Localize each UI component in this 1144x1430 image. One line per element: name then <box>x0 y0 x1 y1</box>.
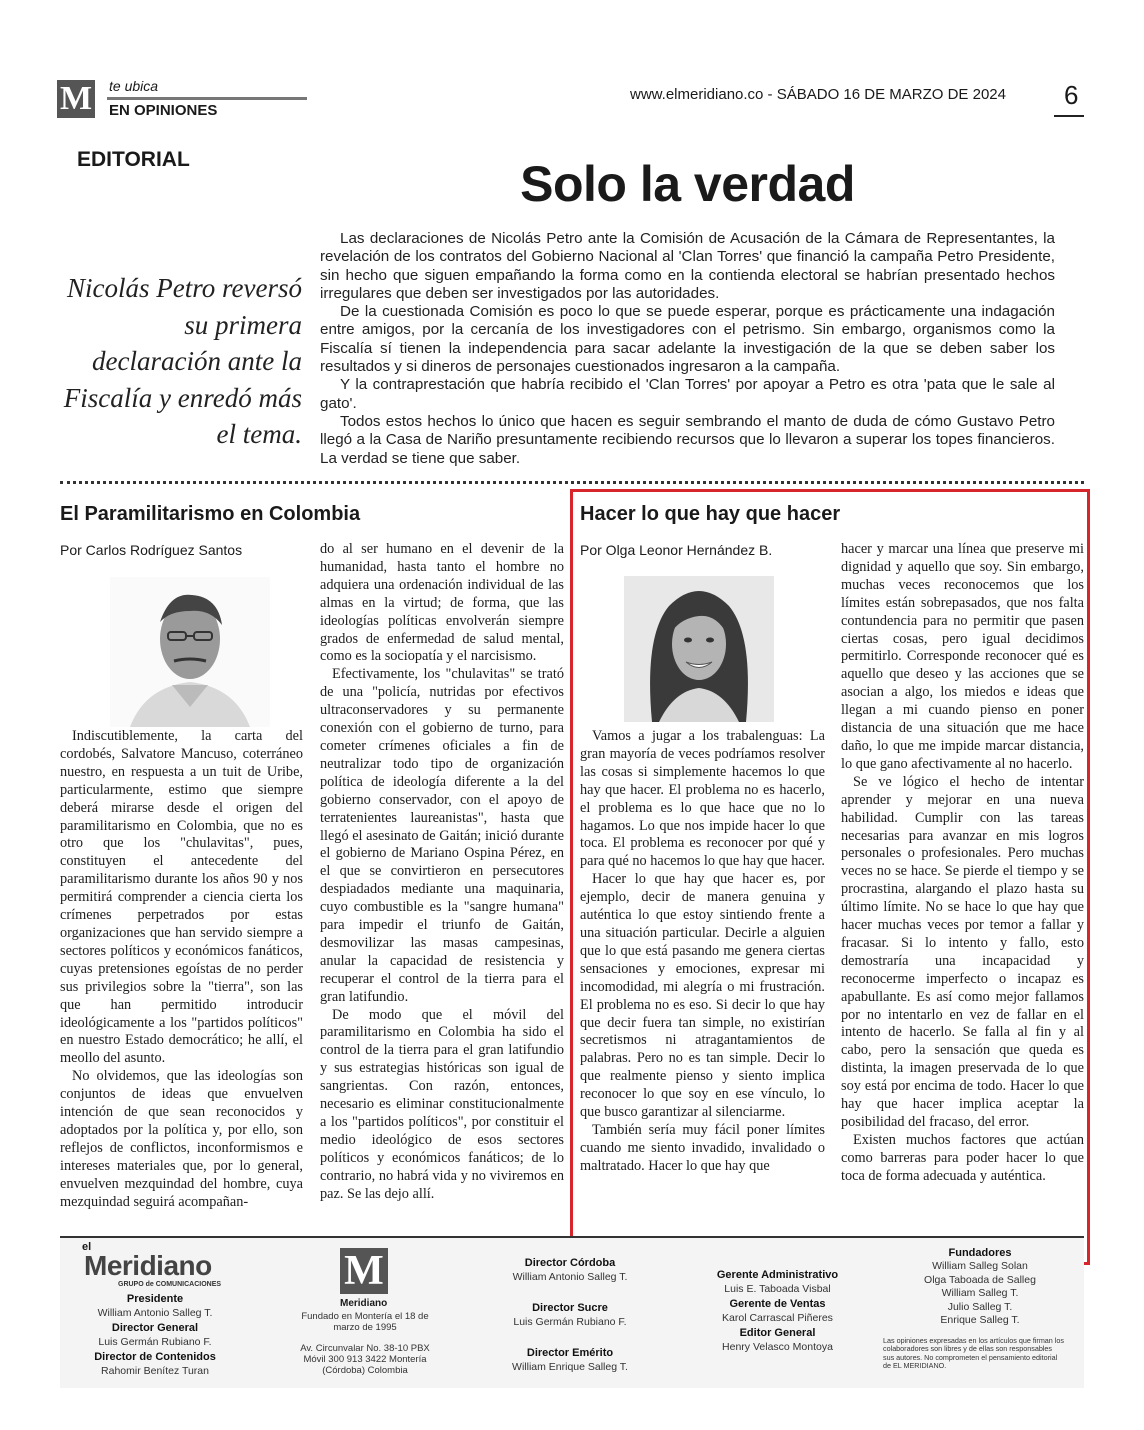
founders-title: Fundadores <box>948 1247 1012 1259</box>
staff-name: William Antonio Salleg T. <box>512 1271 628 1284</box>
staff-name: Rahomir Benítez Turan <box>101 1365 209 1378</box>
editorial-body <box>320 230 1055 468</box>
column-byline-rodriguez: Por Carlos Rodríguez Santos <box>60 542 243 558</box>
section-label: EDITORIAL <box>77 148 190 171</box>
editorial-pullquote: Nicolás Petro reversó su primera declaración ante la Fiscalía y enredó más el tema. <box>63 273 302 449</box>
column-byline-hernandez: Por Olga Leonor Hernández B. <box>580 542 773 558</box>
article-paragraph: do al ser humano en el devenir de la humanidad, hasta tanto el hombre no adquiera una ordenación individual de las almas en la virtud; de forma, que las ideologías políticas envolverán siempre grados de enfermedad de salud mental, como es la sociopatía y el narcisismo. <box>320 541 564 665</box>
staff-role: Editor General <box>739 1326 816 1339</box>
staff-name: Karol Carrascal Piñeres <box>722 1312 833 1325</box>
article-paragraph: No olvidemos, que las ideologías son conjuntos de ideas que envuelven intención de que sean reconocidos y adoptados por la política y, por ello, son reflejos de conflictos, inconformismos e intereses materiales que, por lo general, envuelven mezquindad del hombre, cuya mezquindad seguirá acompañan- <box>60 1068 303 1210</box>
date-line: www.elmeridiano.co - SÁBADO 16 DE MARZO DE 2024 <box>630 86 1006 103</box>
staff-role: Presidente <box>126 1293 184 1305</box>
staff-role: Director de Contenidos <box>94 1350 216 1363</box>
brand-subtitle: GRUPO de COMUNICACIONES <box>118 1281 222 1288</box>
footer-staff-left <box>65 1292 245 1378</box>
article-paragraph: Se ve lógico el hecho de intentar aprender y mejorar en una nueva habilidad. Cumplir con las tareas necesarias para avanzar en mis logros personales o profesionales. Pero muchas veces no se hace. Se pierde el tiempo y se procrastina, alargando el plazo hasta su último límite. No se hace lo que hay que hacer muchas veces por temor a fallar y fracasar. Si lo intento y fallo, esto demostraría una incapacidad y reconocerme imperfecto o incapaz es apabullante. Es así como mejor fallamos por no intentarlo en vez de fallar en el intento de hacerlo. Se falla al fin y al cabo, pero la sensación que queda es distinta, la imagen preservada de lo que soy está por encima de todo. Hacer lo que hay que hacer implica aceptar la posibilidad del fracaso, del error. <box>841 773 1084 1130</box>
editorial-paragraph: Y la contraprestación que habría recibido el 'Clan Torres' por apoyar a Petro es otra 'pata que le sale al gato'. <box>320 376 1055 412</box>
article-paragraph: Vamos a jugar a los trabalenguas: La gran mayoría de veces podríamos resolver las cosas si simplemente hacemos lo que hay que hacer. El problema no es hacerlo, el problema es lo que hace que no lo hagamos. Lo que nos impide hacer lo que toca. El problema es reconocer por qué y para qué no hacemos lo que hay que hacer. <box>580 728 825 870</box>
staff-role: Director General <box>111 1321 199 1334</box>
editorial-paragraph: Las declaraciones de Nicolás Petro ante la Comisión de Acusación de la Cámara de Representantes, la revelación de los contratos del Gobierno Nacional al 'Clan Torres' que financió la campaña Petro Presidente, sin hecho que siguen empañando la forma como en la contienda electoral se habrían presentado hechos irregulares que deben ser investigados por las autoridades. <box>320 230 1055 302</box>
footer-staff-center <box>490 1256 650 1374</box>
author-photo-rodriguez <box>110 577 270 727</box>
staff-role: Director Sucre <box>532 1301 608 1314</box>
staff-role: Gerente Administrativo <box>716 1269 839 1281</box>
section-tagline: EN OPINIONES <box>109 102 218 119</box>
address-line: Av. Circunvalar No. 38-10 PBX Móvil 300 913 3422 Montería (Córdoba) Colombia <box>300 1343 430 1376</box>
founder-name: Enrique Salleg T. <box>940 1314 1020 1327</box>
editorial-paragraph: Todos estos hechos lo único que hacen es seguir sembrando el manto de duda de cómo Gustavo Petro llegó a la Casa de Nariño presuntamente recibiendo recursos que lo llevaron a superar los topes financieros. La verdad se tiene que saber. <box>320 412 1055 467</box>
brand-logo: Meridiano <box>84 1250 212 1281</box>
footer-disclaimer: Las opiniones expresadas en los artículos que firman los colaboradores son libres y de ellas son responsables sus autores. No comprometen el pensamiento editorial de EL MERIDIANO. <box>883 1336 1064 1371</box>
founder-name: William Salleg Solan <box>932 1260 1028 1273</box>
footer-logo: M <box>340 1248 388 1294</box>
staff-role: Gerente de Ventas <box>729 1297 826 1310</box>
column1-text-left <box>60 728 303 1211</box>
section-divider <box>60 481 1084 484</box>
article-paragraph: De modo que el móvil del paramilitarismo en Colombia ha sido el control de la tierra para el gran latifundio y sus estrategias históricas son igual de sangrientas. Con razón, entonces, necesario es eliminar constitucionalmente a los "partidos políticos", por constituir el medio ideológico de esos sectores políticos y económicos fanáticos; de lo contrario, no habrá vida y no viviremos en paz. Se las dejo allí. <box>320 1006 564 1202</box>
brand-el: el <box>82 1241 92 1253</box>
column-title-hacer: Hacer lo que hay que hacer <box>580 503 841 525</box>
editorial-paragraph: De la cuestionada Comisión es poco lo que se puede esperar, porque es prácticamente una indagación entre amigos, por la cercanía de los investigadores con el petrismo. Sin embargo, organismos como la Fiscalía sí tienen la independencia para sacar adelante la investigación de la que se deben saber los resultados y si dineros de personajes cuestionados ingresaron a la campaña. <box>320 303 1055 376</box>
article-paragraph: Efectivamente, los "chulavitas" se trató de una "policía, nutridas por efectivos ultraconservadores y su permanente conexión con el gobierno de turno, para cometer crímenes oficiales a fin de neutralizar todo tipo de organización política de ideología diferente a la del gobierno conservador, con el apoyo de terratenientes laureanistas", hasta que llegó el asesinato de Gaitán; inició durante el gobierno de Mariano Ospina Pérez, en el que se convirtieron en persecutores despiadados mediante una maquinaria, cuyo combustible es la "sangre humana" para impedir el triunfo de Gaitán, desmovilizar las masas campesinas, anular la capacidad de resistencia y recuperar el control de la tierra para el gran latifundio. <box>320 666 564 1005</box>
article-paragraph: hacer y marcar una línea que preserve mi dignidad y aquello que soy. Sin embargo, muchas veces reconocemos que los límites están sobrepasados, que nos falta contundencia para no permitir que pasen ciertas cosas, pero igual decidimos permitirlo. Corresponde reconocer qué es aquello que deseo y las acciones que se asocian a algo, los miedos e ideas que llegan a mi cuando pienso en poner distancia de una situación que me hace daño, lo que me impide marcar distancia, lo que gano afectivamente al no hacerlo. <box>841 541 1084 772</box>
article-paragraph: También sería muy fácil poner límites cuando me siento invadido, invalidado o maltratado. Hacer lo que hay que <box>580 1121 825 1174</box>
column1-text-right <box>320 541 564 1204</box>
staff-name: Luis E. Taboada Visbal <box>724 1283 831 1296</box>
highlight-box <box>570 489 1090 1265</box>
staff-role: Director Córdoba <box>524 1257 616 1269</box>
page-number: 6 <box>1064 80 1079 110</box>
article-paragraph: Existen muchos factores que actúan como barreras para poder hacer lo que toca de forma adecuada y auténtica. <box>841 1131 1084 1184</box>
article-paragraph: Hacer lo que hay que hacer es, por ejemplo, decir de manera genuina y auténtica lo que estoy sintiendo frente a una situación particular. Decirle a alguien que lo que está pasando me genera ciertas sensaciones y emociones, expresar mi incomodidad, mi alegría o mi frustración. El problema no es eso. Si decir lo que hay que decir fuera tan simple, no existirían secretismos ni atragantamientos de palabras. Pero no es tan simple. Decir lo que realmente pienso y siento implica reconocer lo que soy en ese vínculo, lo que busco garantizar al silenciarme. <box>580 871 825 1121</box>
tagline-rule <box>107 97 307 100</box>
staff-name: William Enrique Salleg T. <box>512 1361 628 1374</box>
column-title-paramilitarismo: El Paramilitarismo en Colombia <box>60 503 361 525</box>
staff-name: Luis Germán Rubiano F. <box>98 1336 212 1349</box>
staff-role: Director Emérito <box>526 1346 614 1359</box>
section-tagline-small: te ubica <box>109 78 159 94</box>
staff-name: Luis Germán Rubiano F. <box>513 1316 627 1329</box>
staff-name: Henry Velasco Montoya <box>722 1341 833 1354</box>
newspaper-logo: M <box>57 80 95 118</box>
page-number-rule <box>1054 115 1084 117</box>
staff-name: William Antonio Salleg T. <box>97 1307 213 1320</box>
article-paragraph: Indiscutiblemente, la carta del cordobés, Salvatore Mancuso, coterráneo nuestro, en respuesta a un tuit de Uribe, particularmente, estimo que siempre deberá mirarse desde el origen del paramilitarismo en Colombia, que no es otro que los "chulavitas", pues, constituyen el antecedente del paramilitarismo durante los años 90 y nos permitirá comprender a ciencia cierta los crímenes perpetrados por estas organizaciones que han servido siempre a sectores políticos y económicos fanáticos, cuyas pretensiones egoístas de no perder sus privilegios sobre la "tierra", son las que han permitido introducir ideológicamente a los "partidos políticos" en nuestro Estado democrático; he allí, el meollo del asunto. <box>60 728 303 1067</box>
founder-name: Julio Salleg T. <box>947 1300 1013 1313</box>
footer-logo-name: Meridiano <box>340 1298 388 1309</box>
editorial-title: Solo la verdad <box>520 156 855 212</box>
founder-name: Olga Taboada de Salleg <box>924 1273 1036 1286</box>
footer-staff-right <box>695 1268 860 1354</box>
founded-line: Fundado en Montería el 18 de marzo de 1995 <box>301 1311 429 1333</box>
founder-name: William Salleg T. <box>941 1287 1019 1300</box>
footer-founders <box>900 1246 1060 1328</box>
